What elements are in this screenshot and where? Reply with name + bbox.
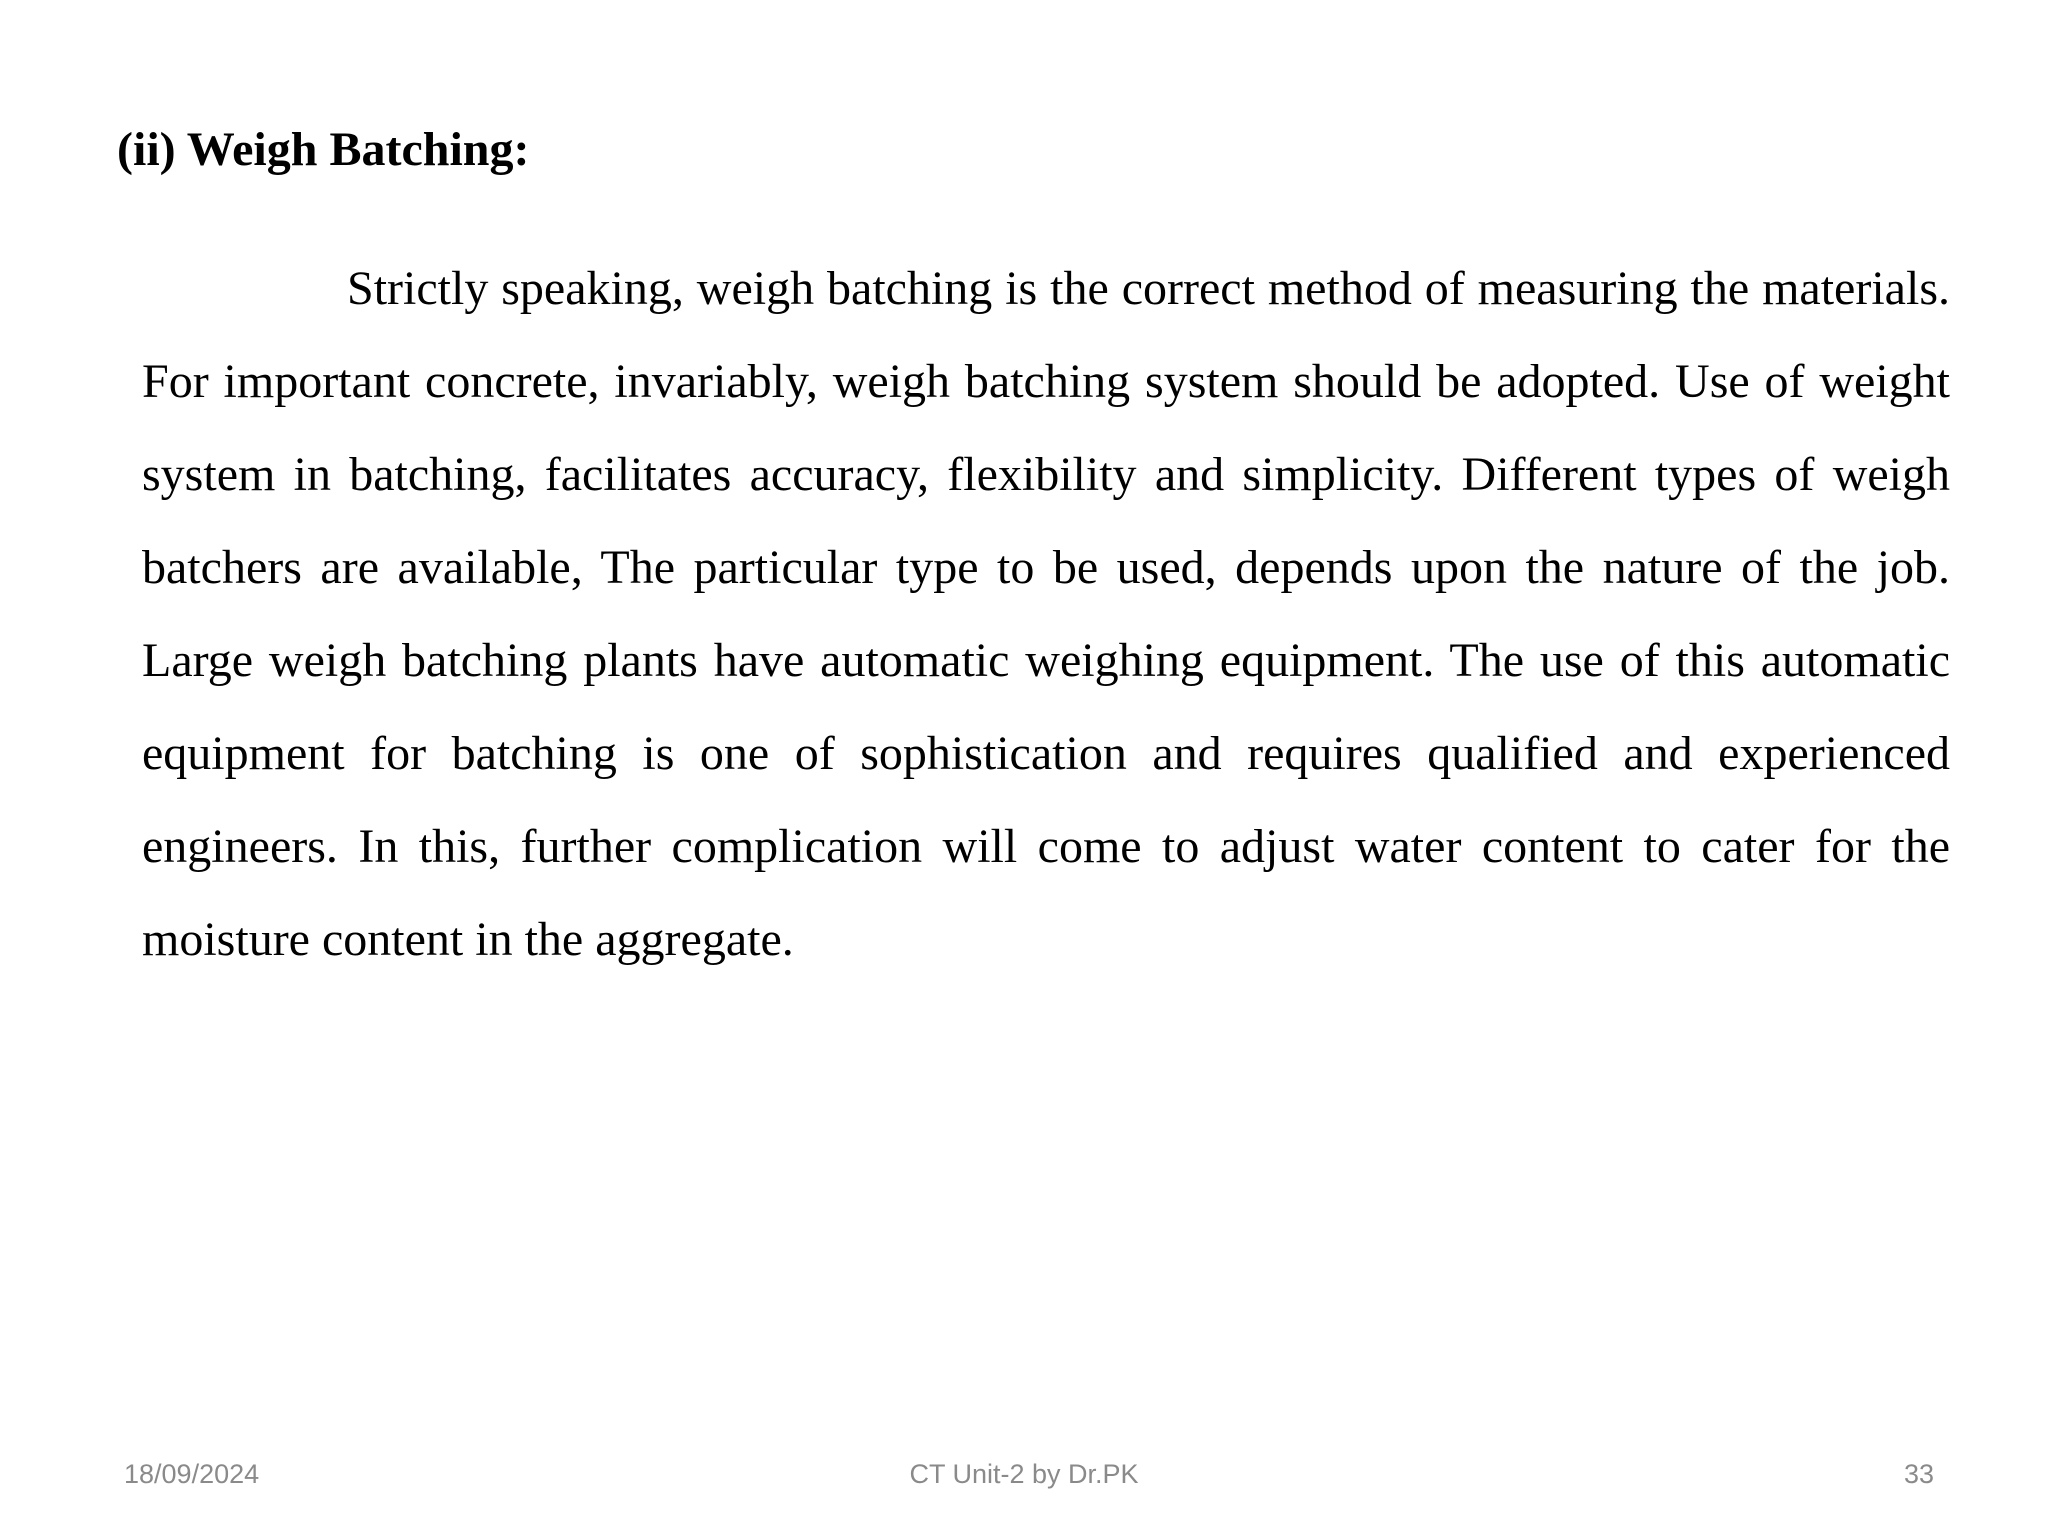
- slide-heading: (ii) Weigh Batching:: [117, 123, 530, 176]
- footer-date: 18/09/2024: [124, 1459, 260, 1489]
- slide-paragraph: Strictly speaking, weigh batching is the correct method of measuring the materials. For important concrete, invariably, weigh batching system should be adopted. Use of weight system in batching, facilitates accuracy, flexibility and simplicity. Different types of weigh batchers are available, The particular type to be used, depends upon the nature of the job. Large weigh batching plants have automatic weighing equipment. The use of this automatic equipment for batching is one of sophistication and requires qualified and experienced engineers. In this, further complication will come to adjust water content to cater for the moisture content in the aggregate.: [142, 262, 1950, 966]
- page-number: 33: [1903, 1459, 1934, 1489]
- footer-title: CT Unit-2 by Dr.PK: [909, 1459, 1139, 1489]
